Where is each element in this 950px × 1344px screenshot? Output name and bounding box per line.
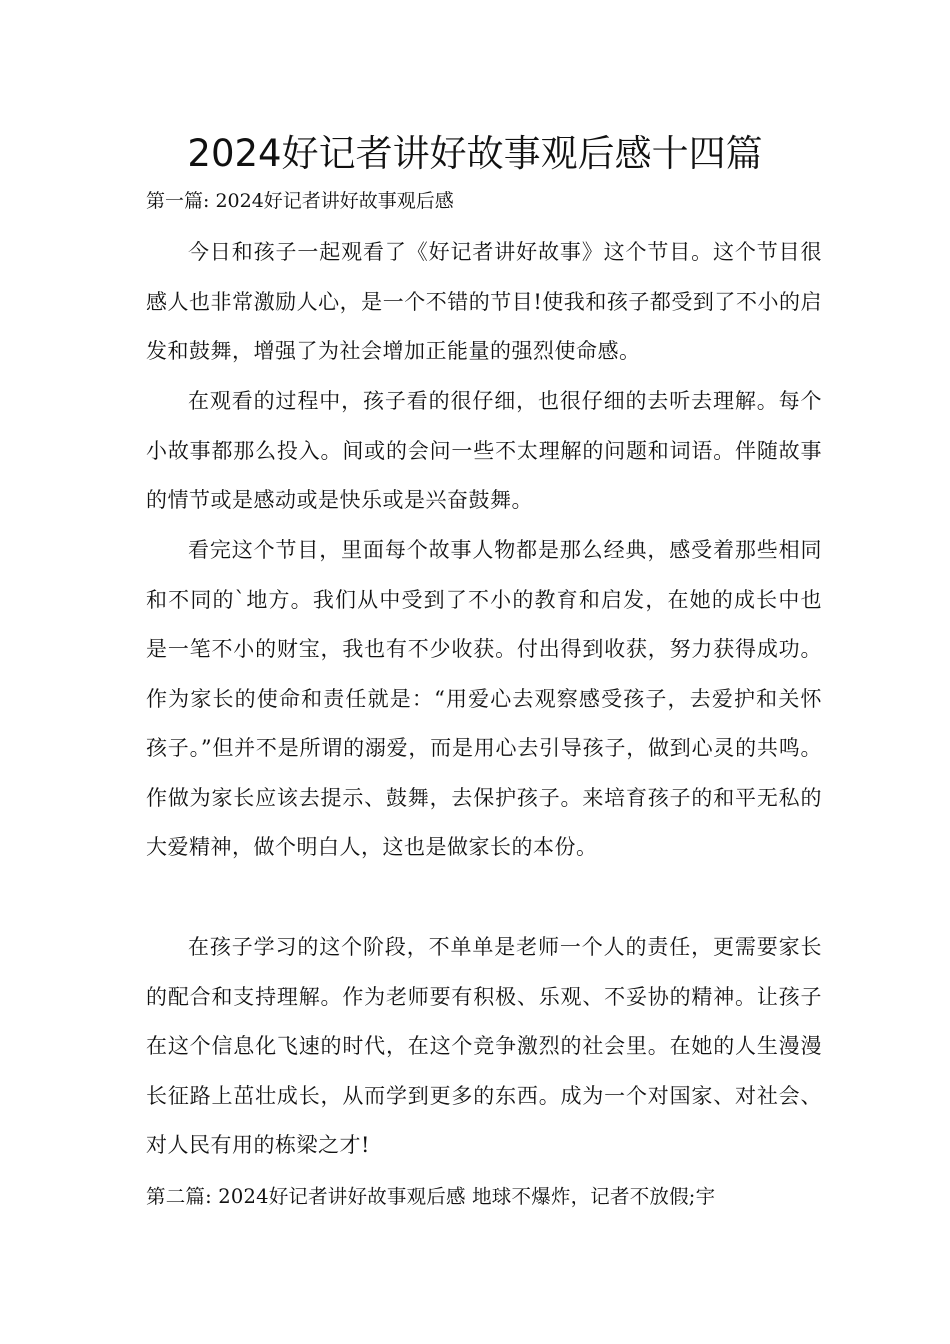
paragraph-3: 看完这个节目，里面每个故事人物都是那么经典，感受着那些相同和不同的`地方。我们从中受到了不小的教育和启发，在她的成长中也是一笔不小的财宝，我也有不少收获。付出得到收获，努力获得成功。作为家长的使命和责任就是：“用爱心去观察感受孩子，去爱护和关怀孩子。”但并不是所谓的溺爱，而是用心去引导孩子，做到心灵的共鸣。作做为家长应该去提示、鼓舞，去保护孩子。来培育孩子的和平无私的大爱精神，做个明白人，这也是做家长的本份。	[146, 538, 822, 859]
section-heading-2: 第二篇: 2024好记者讲好故事观后感 地球不爆炸，记者不放假;宇	[146, 1185, 716, 1208]
document-title: 2024好记者讲好故事观后感十四篇	[187, 132, 763, 175]
paragraph-1: 今日和孩子一起观看了《好记者讲好故事》这个节目。这个节目很感人也非常激励人心，是一个不错的节目!使我和孩子都受到了不小的启发和鼓舞，增强了为社会增加正能量的强烈使命感。	[146, 240, 822, 363]
paragraph-4: 在孩子学习的这个阶段，不单单是老师一个人的责任，更需要家长的配合和支持理解。作为老师要有积极、乐观、不妥协的精神。让孩子在这个信息化飞速的时代，在这个竞争激烈的社会里。在她的人生漫漫长征路上茁壮成长，从而学到更多的东西。成为一个对国家、对社会、对人民有用的栋梁之才!	[146, 935, 822, 1157]
section-heading-1: 第一篇: 2024好记者讲好故事观后感	[146, 190, 454, 212]
paragraph-2: 在观看的过程中，孩子看的很仔细，也很仔细的去听去理解。每个小故事都那么投入。间或的会问一些不太理解的问题和词语。伴随故事的情节或是感动或是快乐或是兴奋鼓舞。	[146, 389, 822, 512]
